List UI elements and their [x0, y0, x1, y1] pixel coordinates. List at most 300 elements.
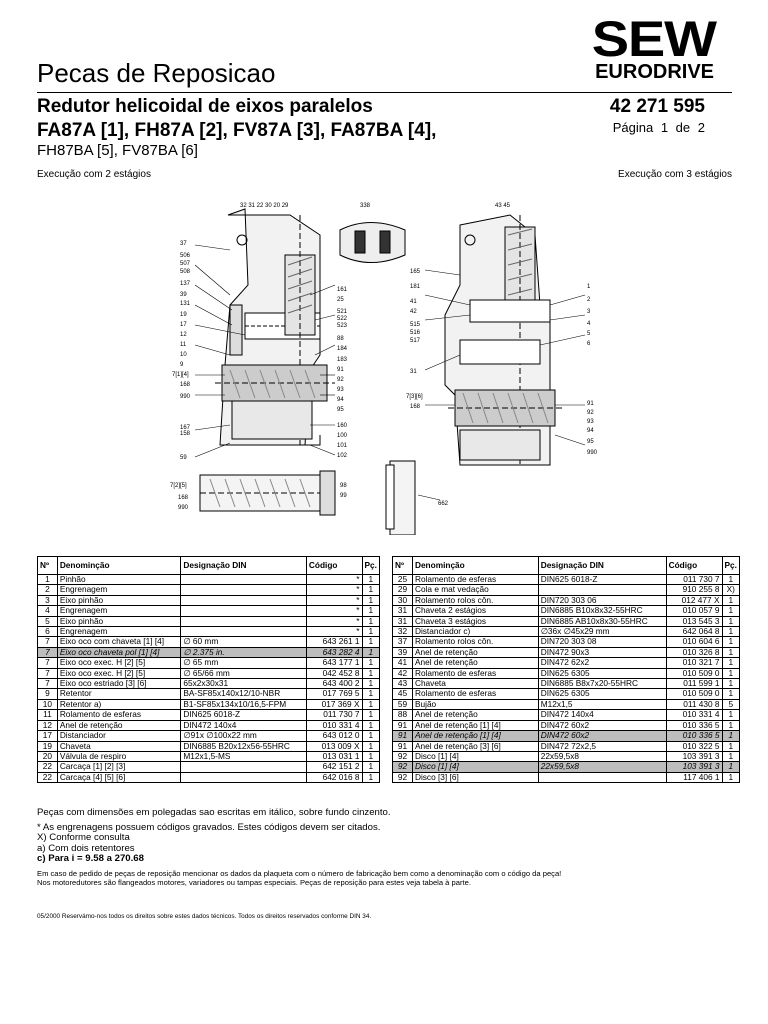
svg-text:158: 158: [180, 431, 191, 437]
svg-text:25: 25: [337, 297, 344, 303]
svg-text:95: 95: [587, 439, 594, 445]
svg-text:19: 19: [180, 312, 187, 318]
note-gear-codes: * As engrenagens possuem códigos gravados. Estes códigos devem ser citados.: [37, 821, 381, 833]
cell-din: 65x2x30x31: [181, 679, 307, 689]
cell-din: DIN625 6018-Z: [538, 575, 666, 585]
parts-table-right: [392, 556, 740, 783]
cell-no: 29: [393, 585, 413, 595]
header-name: Denominção: [57, 557, 181, 575]
cell-qty: 1: [722, 647, 740, 657]
table-row: [38, 751, 380, 761]
cell-code: 010 331 4: [306, 720, 362, 730]
header-din: Designação DIN: [538, 557, 666, 575]
header-qty: Pç.: [722, 557, 740, 575]
cell-no: 42: [393, 668, 413, 678]
svg-text:507: 507: [180, 261, 191, 267]
header-code: Código: [306, 557, 362, 575]
table-row: [393, 689, 740, 699]
notes-block: [37, 808, 561, 888]
cell-qty: 1: [722, 710, 740, 720]
svg-text:181: 181: [410, 284, 421, 290]
cell-qty: 1: [362, 637, 380, 647]
header-din: Designação DIN: [181, 557, 307, 575]
header-code: Código: [666, 557, 722, 575]
svg-text:100: 100: [337, 433, 348, 439]
table-row: [393, 751, 740, 761]
table-row: [393, 668, 740, 678]
cell-qty: 1: [722, 720, 740, 730]
cell-code: 010 604 6: [666, 637, 722, 647]
cell-no: 43: [393, 679, 413, 689]
cell-din: [181, 616, 307, 626]
table-row: [38, 637, 380, 647]
cell-code: 010 331 4: [666, 710, 722, 720]
svg-text:137: 137: [180, 281, 191, 287]
cell-din: DIN6885 AB10x8x30-55HRC: [538, 616, 666, 626]
svg-text:522: 522: [337, 316, 348, 322]
cell-name: Anel de retenção: [412, 647, 538, 657]
cell-code: *: [306, 575, 362, 585]
table-row: [393, 731, 740, 741]
table-row: [38, 575, 380, 585]
svg-text:94: 94: [337, 397, 344, 403]
logo-sew-text: SEW: [591, 11, 716, 67]
svg-text:168: 168: [178, 495, 189, 501]
svg-text:7[2][5]: 7[2][5]: [170, 483, 187, 489]
cell-name: Válvula de respiro: [57, 751, 181, 761]
cell-name: Engrenagem: [57, 585, 181, 595]
cell-qty: 1: [722, 679, 740, 689]
svg-text:94: 94: [587, 428, 594, 434]
svg-text:1: 1: [587, 284, 591, 290]
svg-text:183: 183: [337, 357, 348, 363]
cell-code: 910 255 8: [666, 585, 722, 595]
table-row: [393, 616, 740, 626]
cell-qty: 1: [362, 772, 380, 782]
logo-eurodrive-text: EURODRIVE: [595, 61, 714, 83]
cell-name: Eixo oco exec. H [2] [5]: [57, 658, 181, 668]
table-row: [393, 741, 740, 751]
cell-code: 643 282 4: [306, 647, 362, 657]
cell-din: DIN472 90x3: [538, 647, 666, 657]
cell-code: 010 509 0: [666, 689, 722, 699]
cell-name: Eixo oco exec. H [2] [5]: [57, 668, 181, 678]
cell-name: Pinhão: [57, 575, 181, 585]
header-qty: Pç.: [362, 557, 380, 575]
cell-code: 643 177 1: [306, 658, 362, 668]
cell-no: 3: [38, 595, 58, 605]
cell-din: BA-SF85x140x12/10-NBR: [181, 689, 307, 699]
cell-code: 010 057 9: [666, 606, 722, 616]
table-row: [38, 606, 380, 616]
cell-qty: 1: [362, 627, 380, 637]
label-top-left: 32 31 22 30 20 29: [240, 203, 289, 209]
svg-text:59: 59: [180, 455, 187, 461]
cell-no: 20: [38, 751, 58, 761]
subtitle-line-2: FA87A [1], FH87A [2], FV87A [3], FA87BA [4],: [37, 120, 437, 141]
cell-code: 117 406 1: [666, 772, 722, 782]
cell-no: 59: [393, 699, 413, 709]
cell-name: Anel de retenção: [57, 720, 181, 730]
table-row: [38, 689, 380, 699]
cell-no: 22: [38, 762, 58, 772]
header-no: Nº: [393, 557, 413, 575]
table-row: [38, 720, 380, 730]
svg-text:93: 93: [337, 387, 344, 393]
cell-qty: 1: [722, 658, 740, 668]
cell-qty: 1: [362, 575, 380, 585]
cell-qty: 1: [722, 575, 740, 585]
cell-din: ∅91x ∅100x22 mm: [181, 731, 307, 741]
cell-code: 010 336 5: [666, 720, 722, 730]
cell-din: [181, 762, 307, 772]
cell-din: [181, 606, 307, 616]
svg-text:37: 37: [180, 241, 187, 247]
svg-text:506: 506: [180, 253, 191, 259]
table-row: [393, 679, 740, 689]
table-header-row: [393, 557, 740, 575]
table-header-row: [38, 557, 380, 575]
cell-din: DIN472 140x4: [538, 710, 666, 720]
cell-qty: 1: [362, 762, 380, 772]
cell-name: Retentor: [57, 689, 181, 699]
cell-din: DIN625 6305: [538, 689, 666, 699]
table-row: [393, 699, 740, 709]
cell-no: 91: [393, 741, 413, 751]
cell-din: DIN625 6305: [538, 668, 666, 678]
svg-text:41: 41: [410, 299, 417, 305]
table-row: [38, 616, 380, 626]
cell-code: *: [306, 616, 362, 626]
svg-text:517: 517: [410, 338, 421, 344]
cell-din: DIN472 62x2: [538, 658, 666, 668]
cell-no: 37: [393, 637, 413, 647]
svg-text:10: 10: [180, 352, 187, 358]
cell-name: Retentor a): [57, 699, 181, 709]
svg-text:523: 523: [337, 323, 348, 329]
svg-text:161: 161: [337, 287, 348, 293]
cell-name: Engrenagem: [57, 606, 181, 616]
cell-no: 7: [38, 637, 58, 647]
table-row: [393, 772, 740, 782]
cell-code: 011 730 7: [666, 575, 722, 585]
cell-name: Chaveta: [57, 741, 181, 751]
cell-name: Anel de retenção [1] [4]: [412, 731, 538, 741]
cell-code: 013 009 X: [306, 741, 362, 751]
cell-name: Carcaça [1] [2] [3]: [57, 762, 181, 772]
table-row: [393, 585, 740, 595]
cell-din: ∅ 2.375 in.: [181, 647, 307, 657]
cell-qty: 1: [362, 595, 380, 605]
table-row: [38, 658, 380, 668]
cell-code: 010 326 8: [666, 647, 722, 657]
cell-code: *: [306, 595, 362, 605]
page-current: 1: [660, 120, 669, 135]
cell-name: Eixo oco chaveta pol [1] [4]: [57, 647, 181, 657]
cell-din: ∅ 65/66 mm: [181, 668, 307, 678]
cell-name: Anel de retenção [3] [6]: [412, 741, 538, 751]
note-x: X) Conforme consulta: [37, 832, 130, 844]
svg-text:91: 91: [587, 401, 594, 407]
cell-din: ∅ 60 mm: [181, 637, 307, 647]
page-indicator: [609, 120, 705, 136]
note-order-info: Em caso de pedido de peças de reposição mencionar os dados da plaqueta com o número de fabricação bem como a denominação com o código da peça!: [37, 868, 562, 878]
cell-qty: 1: [362, 616, 380, 626]
cell-qty: 1: [362, 679, 380, 689]
svg-text:9: 9: [180, 362, 184, 368]
cell-no: 30: [393, 595, 413, 605]
cell-qty: X): [722, 585, 740, 595]
cell-din: [538, 585, 666, 595]
table-row: [38, 647, 380, 657]
cell-name: Chaveta: [412, 679, 538, 689]
svg-text:93: 93: [587, 419, 594, 425]
svg-text:508: 508: [180, 269, 191, 275]
cell-no: 2: [38, 585, 58, 595]
cell-din: ∅36x ∅45x29 mm: [538, 627, 666, 637]
cell-din: DIN472 60x2: [538, 731, 666, 741]
svg-text:6: 6: [587, 341, 591, 347]
table-row: [38, 679, 380, 689]
cell-din: [181, 595, 307, 605]
table-row: [38, 710, 380, 720]
subtitle-line-1: Redutor helicoidal de eixos paralelos: [37, 96, 373, 117]
page-label: Página: [612, 120, 654, 135]
cell-code: 017 769 5: [306, 689, 362, 699]
cell-name: Anel de retenção [1] [4]: [412, 720, 538, 730]
cell-name: Carcaça [4] [5] [6]: [57, 772, 181, 782]
note-c: c) Para i = 9.58 a 270.68: [37, 853, 144, 865]
cell-no: 17: [38, 731, 58, 741]
cell-qty: 1: [362, 647, 380, 657]
svg-text:92: 92: [587, 410, 594, 416]
cell-qty: 1: [362, 731, 380, 741]
cell-code: 010 321 7: [666, 658, 722, 668]
three-stage-caption: Execução com 3 estágios: [618, 169, 732, 180]
table-row: [393, 595, 740, 605]
svg-text:2: 2: [587, 297, 591, 303]
cell-din: [538, 772, 666, 782]
cell-name: Cola e mat vedação: [412, 585, 538, 595]
svg-text:662: 662: [438, 501, 449, 507]
cell-no: 7: [38, 658, 58, 668]
cell-code: 103 391 3: [666, 762, 722, 772]
cell-code: 010 336 5: [666, 731, 722, 741]
cell-no: 91: [393, 731, 413, 741]
cell-no: 32: [393, 627, 413, 637]
table-row: [393, 647, 740, 657]
footer-copyright: 05/2000 Reservámo-nos todos os direitos sobre estes dados técnicos. Todos os direitos reservados conforme DIN 34.: [37, 913, 372, 920]
cell-din: B1-SF85x134x10/16,5-FPM: [181, 699, 307, 709]
cell-no: 5: [38, 616, 58, 626]
cell-qty: 1: [362, 606, 380, 616]
svg-text:165: 165: [410, 269, 421, 275]
svg-text:184: 184: [337, 346, 348, 352]
svg-text:101: 101: [337, 443, 348, 449]
cell-name: Distanciador: [57, 731, 181, 741]
cell-name: Rolamento de esferas: [412, 689, 538, 699]
cell-qty: 1: [362, 751, 380, 761]
table-row: [393, 627, 740, 637]
cell-code: 011 730 7: [306, 710, 362, 720]
cell-din: DIN472 72x2,5: [538, 741, 666, 751]
cell-qty: 1: [362, 668, 380, 678]
cell-din: [181, 627, 307, 637]
table-row: [393, 720, 740, 730]
cell-name: Disco [1] [4]: [412, 751, 538, 761]
cell-no: 9: [38, 689, 58, 699]
cell-code: 013 545 3: [666, 616, 722, 626]
cell-code: *: [306, 606, 362, 616]
cell-name: Eixo oco com chaveta [1] [4]: [57, 637, 181, 647]
parts-table-left: [37, 556, 380, 783]
parts-table-right-body: [393, 575, 740, 783]
table-row: [38, 668, 380, 678]
cell-code: 010 509 0: [666, 668, 722, 678]
cell-din: [181, 772, 307, 782]
cell-no: 92: [393, 751, 413, 761]
cell-din: [181, 575, 307, 585]
svg-text:4: 4: [587, 321, 591, 327]
cell-din: DIN6885 B10x8x32-55HRC: [538, 606, 666, 616]
cell-no: 22: [38, 772, 58, 782]
note-a: a) Com dois retentores: [37, 842, 135, 854]
cell-no: 92: [393, 762, 413, 772]
cell-din: DIN6885 B8x7x20-55HRC: [538, 679, 666, 689]
cell-name: Engrenagem: [57, 627, 181, 637]
svg-text:3: 3: [587, 309, 591, 315]
cell-code: 011 430 8: [666, 699, 722, 709]
cell-name: Rolamento rolos côn.: [412, 595, 538, 605]
table-row: [38, 762, 380, 772]
svg-text:95: 95: [337, 407, 344, 413]
cell-no: 31: [393, 606, 413, 616]
svg-text:990: 990: [587, 450, 598, 456]
cell-qty: 1: [362, 658, 380, 668]
svg-text:31: 31: [410, 369, 417, 375]
svg-text:88: 88: [337, 336, 344, 342]
cell-name: Disco [3] [6]: [412, 772, 538, 782]
table-row: [38, 585, 380, 595]
table-row: [393, 658, 740, 668]
cell-code: 042 452 8: [306, 668, 362, 678]
cell-din: M12x1,5-MS: [181, 751, 307, 761]
svg-text:167: 167: [180, 425, 191, 431]
label-338: 338: [360, 203, 371, 209]
cell-name: Rolamento de esferas: [57, 710, 181, 720]
cell-name: Bujão: [412, 699, 538, 709]
cell-no: 45: [393, 689, 413, 699]
cell-code: 642 016 8: [306, 772, 362, 782]
cell-code: *: [306, 627, 362, 637]
cell-din: DIN625 6018-Z: [181, 710, 307, 720]
cell-din: DIN720 303 08: [538, 637, 666, 647]
cell-code: 103 391 3: [666, 751, 722, 761]
cell-name: Rolamento de esferas: [412, 668, 538, 678]
svg-text:92: 92: [337, 377, 344, 383]
cell-code: 643 400 2: [306, 679, 362, 689]
cell-no: 31: [393, 616, 413, 626]
header-name: Denominção: [412, 557, 538, 575]
label-43-45: 43 45: [495, 203, 511, 209]
cell-name: Rolamento rolos côn.: [412, 637, 538, 647]
table-row: [393, 762, 740, 772]
table-row: [38, 595, 380, 605]
table-row: [38, 741, 380, 751]
parts-table-left-body: [38, 575, 380, 783]
page-of: de: [675, 120, 691, 135]
cell-no: 7: [38, 679, 58, 689]
svg-text:91: 91: [337, 367, 344, 373]
cell-no: 88: [393, 710, 413, 720]
svg-text:102: 102: [337, 453, 348, 459]
cell-no: 7: [38, 668, 58, 678]
table-row: [38, 731, 380, 741]
cell-qty: 1: [362, 720, 380, 730]
table-row: [393, 710, 740, 720]
cell-qty: 1: [722, 762, 740, 772]
svg-text:12: 12: [180, 332, 187, 338]
note-inch-parts: Peças com dimensões em polegadas sao escritas em itálico, sobre fundo cinzento.: [37, 807, 391, 818]
table-row: [393, 637, 740, 647]
cell-no: 41: [393, 658, 413, 668]
svg-text:7[3][6]: 7[3][6]: [406, 394, 423, 400]
svg-text:5: 5: [587, 331, 591, 337]
cell-name: Chaveta 2 estágios: [412, 606, 538, 616]
svg-text:39: 39: [180, 292, 187, 298]
svg-text:131: 131: [180, 301, 191, 307]
cell-code: 642 064 8: [666, 627, 722, 637]
cell-qty: 1: [722, 627, 740, 637]
cell-code: 017 369 X: [306, 699, 362, 709]
cell-qty: 1: [722, 731, 740, 741]
table-row: [38, 627, 380, 637]
cell-name: Chaveta 3 estágios: [412, 616, 538, 626]
cell-din: DIN472 60x2: [538, 720, 666, 730]
cell-code: 013 031 1: [306, 751, 362, 761]
cell-qty: 5: [722, 699, 740, 709]
cell-qty: 1: [362, 585, 380, 595]
svg-text:11: 11: [180, 342, 187, 348]
svg-text:7[1][4]: 7[1][4]: [172, 372, 189, 378]
two-stage-caption: Execução com 2 estágios: [37, 169, 151, 180]
table-row: [38, 699, 380, 709]
cell-qty: 1: [722, 668, 740, 678]
cell-no: 7: [38, 647, 58, 657]
cell-din: 22x59,5x8: [538, 762, 666, 772]
subtitle-line-3: FH87BA [5], FV87BA [6]: [37, 142, 198, 159]
svg-text:990: 990: [178, 505, 189, 511]
sew-eurodrive-logo: [574, 11, 716, 84]
cell-no: 91: [393, 720, 413, 730]
cell-qty: 1: [722, 741, 740, 751]
cell-qty: 1: [362, 699, 380, 709]
svg-text:160: 160: [337, 423, 348, 429]
cell-din: ∅ 65 mm: [181, 658, 307, 668]
cell-no: 6: [38, 627, 58, 637]
svg-text:168: 168: [410, 404, 421, 410]
cell-name: Anel de retenção: [412, 658, 538, 668]
cell-din: [181, 585, 307, 595]
cell-no: 19: [38, 741, 58, 751]
table-row: [393, 575, 740, 585]
cell-code: 011 599 1: [666, 679, 722, 689]
cell-qty: 1: [722, 751, 740, 761]
cell-code: *: [306, 585, 362, 595]
cell-din: M12x1,5: [538, 699, 666, 709]
svg-text:168: 168: [180, 382, 191, 388]
cell-code: 010 322 5: [666, 741, 722, 751]
